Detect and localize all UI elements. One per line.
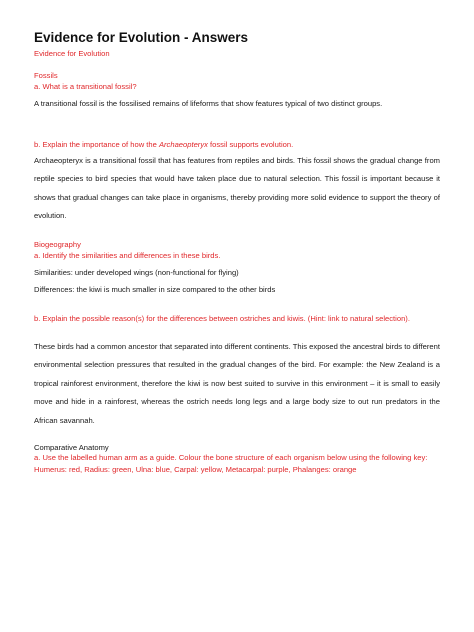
fossils-answer-a: A transitional fossil is the fossilised remains of lifeforms that show features typical of two distinct groups. (34, 99, 383, 108)
fossils-answer-b: Archaeopteryx is a transitional fossil that has features from reptiles and birds. This fossil shows the gradual change from reptile species to bird species that would have taken place due to natural selection. This fossil is important because it shows that gradual changes can take place in organisms, thereby providing more solid evidence to support the theory of evolution. (34, 156, 440, 221)
fossils-question-b-em: Archaeopteryx (158, 140, 208, 149)
fossils-question-a: a. What is a transitional fossil? (34, 82, 137, 91)
biogeography-answer-b: These birds had a common ancestor that separated into different continents. This exposed the ancestral birds to different environmental selection pressures that resulted in the gradual changes of the bird. For example: the New Zealand is a tropical rainforest environment, therefore the kiwi is now best suited to survive in this environment – it is small to easily move and hide in a rainforest, whereas the ostrich needs long legs and a large body size to out run predators in the African savannah. (34, 342, 440, 425)
biogeography-question-b: b. Explain the possible reason(s) for the differences between ostriches and kiwis. (Hint: link to natural selection). (34, 314, 410, 323)
fossils-question-b-post: fossil supports evolution. (207, 140, 294, 149)
fossils-heading: Fossils (34, 71, 58, 80)
document-title: Evidence for Evolution - Answers (34, 30, 249, 45)
comparative-anatomy-heading: Comparative Anatomy (34, 443, 109, 452)
document-subtitle: Evidence for Evolution (34, 49, 110, 58)
fossils-question-b (34, 138, 293, 152)
biogeography-similarities: Similarities: under developed wings (non-functional for flying) (34, 268, 239, 277)
comparative-anatomy-question-a: a. Use the labelled human arm as a guide. Colour the bone structure of each organism below using the following key: Humerus: red, Radius: green, Ulna: blue, Carpal: yellow, Metacarpal: purple, Phalanges: orange (34, 453, 428, 474)
biogeography-question-a: a. Identify the similarities and differences in these birds. (34, 251, 221, 260)
biogeography-heading: Biogeography (34, 240, 81, 249)
biogeography-differences: Differences: the kiwi is much smaller in size compared to the other birds (34, 285, 276, 294)
fossils-question-b-pre: b. Explain the importance of how the (34, 140, 159, 149)
